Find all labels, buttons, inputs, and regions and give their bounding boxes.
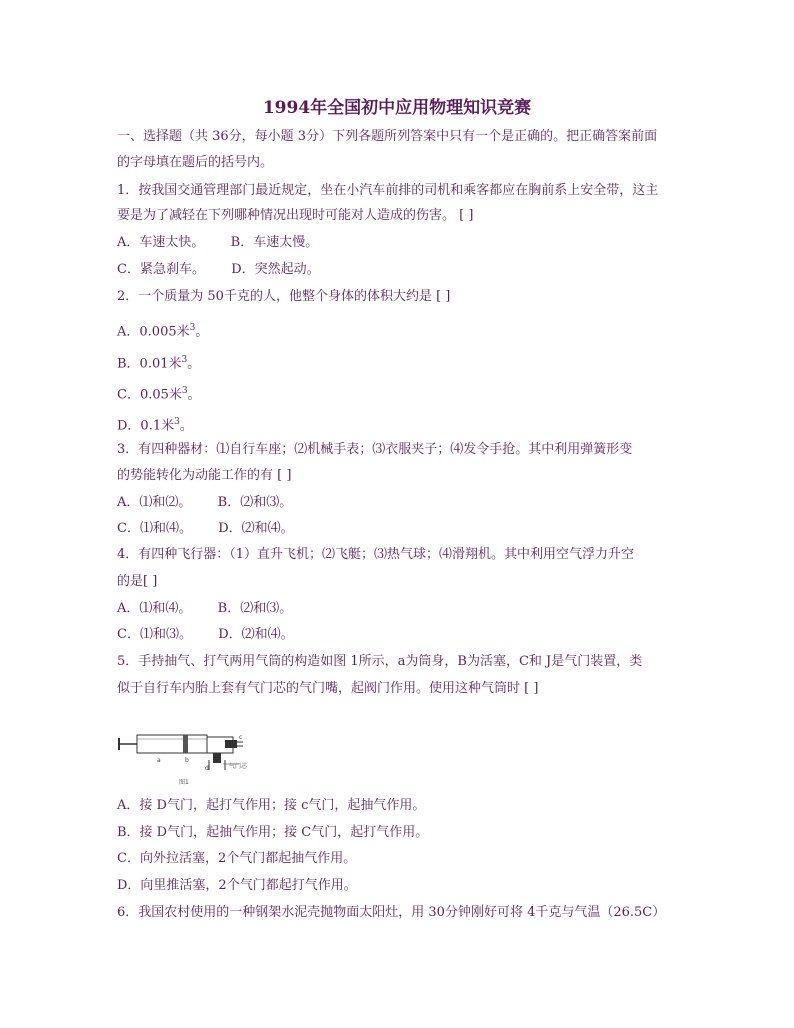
fig-label-d: d <box>205 765 209 772</box>
page-title: 1994年全国初中应用物理知识竞赛 <box>262 98 532 118</box>
q3-options-cd <box>117 520 687 538</box>
valve-c <box>225 740 237 748</box>
q1-option-a: A．车速太快。 <box>117 235 205 250</box>
q4-option-d: D．⑵和⑷。 <box>218 627 294 642</box>
q6-text-line1: 6．我国农村使用的一种钢架水泥壳抛物面太阳灶，用 30分钟刚好可将 4千克与气温（26.5C） <box>117 905 666 920</box>
q1-options-cd <box>117 261 687 279</box>
q1-option-c: C．紧急刹车。 <box>117 262 205 277</box>
q4-option-b: B．⑵和⑶。 <box>217 601 293 616</box>
q2-option-a: A．0.005米$^3$。 <box>117 323 209 340</box>
q4-option-a: A．⑴和⑷。 <box>117 601 192 616</box>
q3-text-line1: 3．有四种器材：⑴自行车座；⑵机械手表；⑶衣服夹子；⑷发令手抢。其中利用弹簧形变 <box>117 442 633 457</box>
q3-options-ab <box>117 494 687 512</box>
q4-option-c: C．⑴和⑶。 <box>117 627 192 642</box>
fig-label-c: c <box>239 734 243 741</box>
q3-option-d: D．⑵和⑷。 <box>218 521 294 536</box>
valve-d <box>213 753 221 763</box>
q4-text-line1: 4．有四种飞行器：（1）直升飞机；⑵飞艇；⑶热气球；⑷滑翔机。其中利用空气浮力升空 <box>117 547 635 562</box>
q3-text-line2: 的势能转化为动能工作的有 [ ] <box>117 468 292 483</box>
fig-label-a: a <box>157 757 161 764</box>
q2-text-line1: 2．一个质量为 50千克的人，他整个身体的体积大约是 [ ] <box>117 289 451 304</box>
pump-piston <box>183 735 188 753</box>
pump-figure <box>117 728 267 790</box>
q1-options-ab <box>117 234 687 252</box>
section-instructions-line1: 一、选择题（共 36分，每小题 3分）下列各题所列答案中只有一个是正确的。把正确答案前面 <box>117 129 658 144</box>
fig-label-valve-core: 气门芯 <box>229 763 248 770</box>
q1-option-b: B．车速太慢。 <box>230 235 319 250</box>
q5-option-c: C．向外拉活塞，2个气门都起抽气作用。 <box>117 851 357 866</box>
q1-text-line1: 1．按我国交通管理部门最近规定，坐在小汽车前排的司机和乘客都应在胸前系上安全带，这主 <box>117 183 659 198</box>
section-instructions-line2: 的字母填在题后的括号内。 <box>117 155 274 170</box>
q2-option-b: B．0.01米$^3$。 <box>117 355 201 372</box>
q2-option-d: D．0.1米$^3$。 <box>117 417 193 434</box>
fig-caption: 图1 <box>179 779 189 786</box>
q4-text-line2: 的是[ ] <box>117 574 158 589</box>
q4-options-ab <box>117 600 687 618</box>
q2-option-c: C．0.05米$^3$。 <box>117 386 201 403</box>
q1-text-line2: 要是为了减轻在下列哪种情况出现时可能对人造成的伤害。 [ ] <box>117 208 474 223</box>
fig-label-b: b <box>185 757 189 764</box>
q5-option-b: B．接 D气门，起抽气作用；接 C气门，起打气作用。 <box>117 825 429 840</box>
q5-text-line1: 5．手持抽气、打气两用气筒的构造如图 1所示，a为筒身，B为活塞，C和 J是气门装置，类 <box>117 654 643 669</box>
q1-option-d: D．突然起动。 <box>231 262 320 277</box>
q3-option-a: A．⑴和⑵。 <box>117 495 192 510</box>
q3-option-b: B．⑵和⑶。 <box>217 495 293 510</box>
q5-text-line2: 似于自行车内胎上套有气门芯的气门嘴，起阀门作用。使用这种气筒时 [ ] <box>117 681 539 696</box>
q3-option-c: C．⑴和⑷。 <box>117 521 192 536</box>
q5-option-d: D．向里推活塞，2个气门都起打气作用。 <box>117 878 357 893</box>
q4-options-cd <box>117 626 687 644</box>
q5-option-a: A．接 D气门，起打气作用；接 c气门，起抽气作用。 <box>117 798 426 813</box>
pump-barrel <box>137 735 207 753</box>
